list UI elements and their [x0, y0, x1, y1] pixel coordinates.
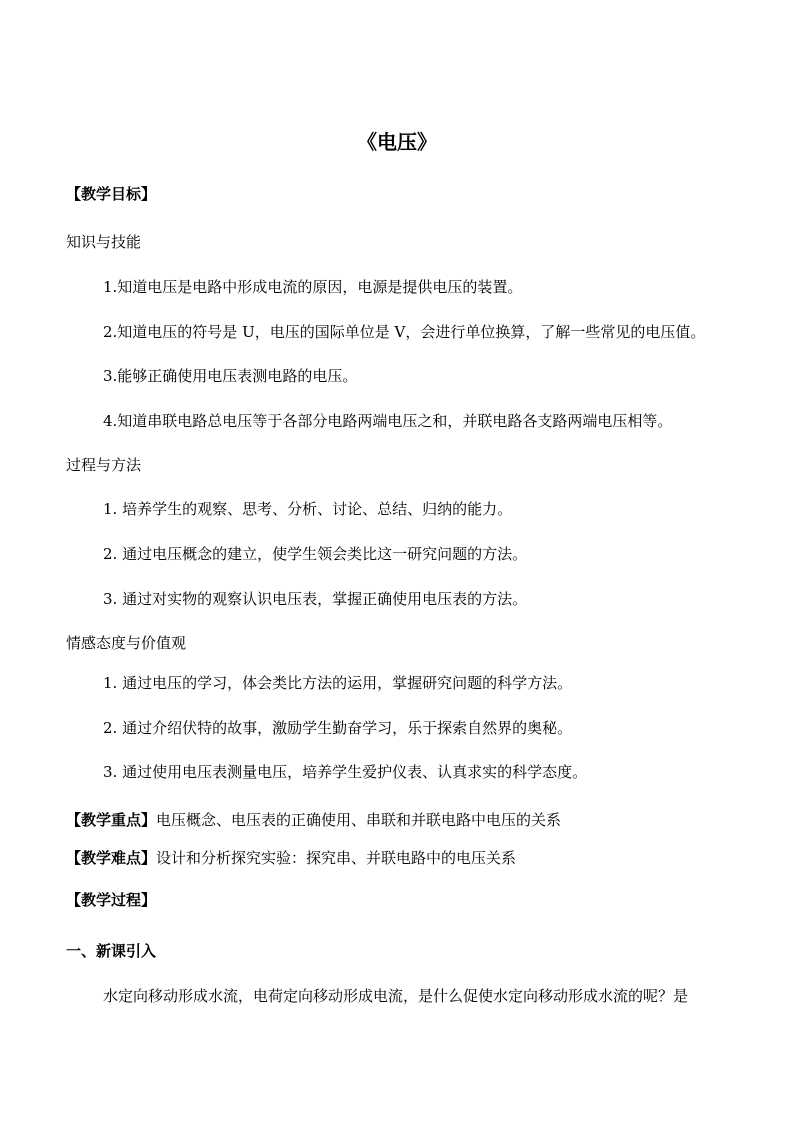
attitude-heading: 情感态度与价值观	[66, 634, 187, 652]
document-title: 《电压》	[357, 130, 437, 154]
knowledge-item-1: 1.知道电压是电路中形成电流的原因，电源是提供电压的装置。	[103, 278, 523, 296]
knowledge-item-4: 4.知道串联电路总电压等于各部分电路两端电压之和，并联电路各支路两端电压相等。	[103, 412, 673, 430]
attitude-item-1: 1. 通过电压的学习，体会类比方法的运用，掌握研究问题的科学方法。	[103, 674, 573, 692]
process-item-1: 1. 培养学生的观察、思考、分析、讨论、总结、归纳的能力。	[103, 500, 513, 518]
teaching-process-heading: 【教学过程】	[66, 891, 157, 909]
key-point-line	[66, 810, 561, 830]
section-one-text: 水定向移动形成水流，电荷定向移动形成电流，是什么促使水定向移动形成水流的呢？是	[103, 987, 689, 1005]
process-heading: 过程与方法	[66, 456, 142, 474]
attitude-item-2: 2. 通过介绍伏特的故事，激励学生勤奋学习，乐于探索自然界的奥秘。	[103, 719, 573, 737]
knowledge-item-2: 2.知道电压的符号是 U，电压的国际单位是 V，会进行单位换算，了解一些常见的电压值。	[103, 323, 706, 341]
attitude-item-3: 3. 通过使用电压表测量电压，培养学生爱护仪表、认真求实的科学态度。	[103, 763, 588, 781]
difficult-point-text: 设计和分析探究实验：探究串、并联电路中的电压关系	[156, 849, 517, 867]
process-item-3: 3. 通过对实物的观察认识电压表，掌握正确使用电压表的方法。	[103, 590, 528, 608]
key-point-label: 【教学重点】	[66, 811, 157, 829]
objectives-heading: 【教学目标】	[66, 185, 157, 203]
section-one-heading: 一、新课引入	[66, 942, 157, 960]
process-item-2: 2. 通过电压概念的建立，使学生领会类比这一研究问题的方法。	[103, 545, 528, 563]
knowledge-heading: 知识与技能	[66, 233, 142, 251]
key-point-text: 电压概念、电压表的正确使用、串联和并联电路中电压的关系	[156, 811, 562, 829]
knowledge-item-3: 3.能够正确使用电压表测电路的电压。	[103, 367, 358, 385]
difficult-point-label: 【教学难点】	[66, 849, 157, 867]
difficult-point-line	[66, 848, 516, 868]
